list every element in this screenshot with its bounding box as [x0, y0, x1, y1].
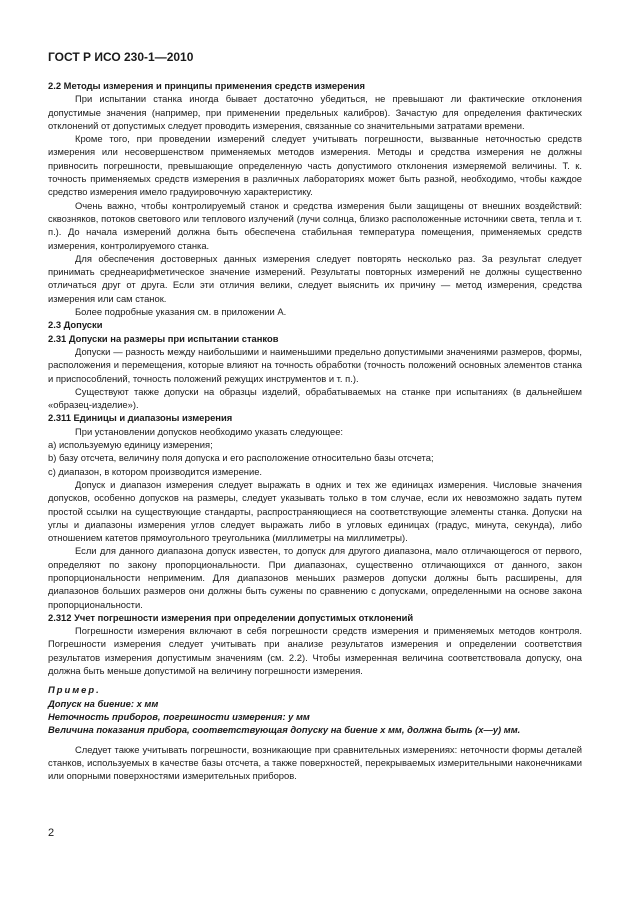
paragraph: Погрешности измерения включают в себя погрешности средств измерения и применяемых методов контроля. Погрешности измерения следует учитывать при анализе результатов измерения и определении соответствия результатов измерения допустимым значениям (см. 2.2). Чтобы измеренная величина соответствовала допуску, она должна быть меньше допустимой на величину погрешности измерения. [48, 625, 582, 677]
document-body [48, 79, 582, 782]
paragraph: Если для данного диапазона допуск известен, то допуск для другого диапазона, мало отличающегося от первого, определяют по закону пропорциональности. При диапазонах, существенно отличающихся от данного, закон пропорциональности неприменим. Для диапазонов меньших размеров допуски должны быть расширены, для диапазонов больших размеров они должны быть сужены по сравнению с допусками, определенными на основе закона пропорциональности. [48, 545, 582, 610]
paragraph: Для обеспечения достоверных данных измерения следует повторять несколько раз. За результат следует принимать среднеарифметическое значение измерений. Результаты повторных измерений не должны существенно отличаться друг от друга. Если эти отличия велики, следует выяснить их причину — метод измерения, средства измерения или сам станок. [48, 252, 582, 304]
section-heading: 2.31 Допуски на размеры при испытании станков [48, 332, 279, 344]
paragraph: При установлении допусков необходимо указать следующее: [75, 425, 344, 437]
paragraph: Допуски — разность между наибольшими и наименьшими предельно допустимыми значениями размеров, формы, расположения и перемещения, которые влияют на точность обработки (точность положений основных элементов станка и приспособлений, точность положений режущих инструментов и т. п.). [48, 345, 582, 384]
paragraph: Следует также учитывать погрешности, возникающие при сравнительных измерениях: неточности формы деталей станков, используемых в качестве базы отсчета, а также поверхностей, перекрываемых измерительными наконечниками или опорными поверхностями измерительных приборов. [48, 743, 582, 782]
paragraph: Более подробные указания см. в приложении А. [75, 306, 287, 318]
example-title: Пример. [48, 684, 101, 696]
section-heading: 2.312 Учет погрешности измерения при определении допустимых отклонений [48, 611, 414, 623]
example-line: Неточность приборов, погрешности измерения: y мм [48, 710, 310, 722]
example-line: Величина показания прибора, соответствующая допуску на биение x мм, должна быть (x—y) мм. [48, 724, 521, 736]
example-line: Допуск на биение: x мм [48, 697, 159, 709]
document-header: ГОСТ Р ИСО 230-1—2010 [48, 50, 194, 64]
section-heading: 2.2 Методы измерения и принципы применения средств измерения [48, 80, 365, 91]
list-item: c) диапазон, в котором производится измерение. [48, 465, 263, 477]
paragraph: При испытании станка иногда бывает достаточно убедиться, не превышают ли фактические отклонения допустимые значения (например, при применении предельных калибров). Зачастую для определения фактических отклонений от допустимых следует проводить измерения, связанные со значительными затратами времени. [48, 93, 582, 131]
paragraph: Очень важно, чтобы контролируемый станок и средства измерения были защищены от внешних воздействий: сквозняков, потоков светового или теплового излучений (лучи солнца, близко расположенные источники света, тепла и т. п.). До начала измерений должна быть обеспечена стабильная температура помещения, применяемых средств измерения, контролируемого станка. [48, 199, 582, 251]
list-item: а) используемую единицу измерения; [48, 439, 213, 451]
paragraph: Допуск и диапазон измерения следует выражать в одних и тех же единицах измерения. Числовые значения допусков, особенно допусков на размеры, следует указывать только в том случае, если их невозможно задать путем простой ссылки на существующие стандарты, распространяющиеся на соответствующие элементы станка. Допуски на углы и диапазоны измерения углов следует выражать либо в угловых единицах (градус, минута, секунда), либо отношением катетов прямоугольного треугольника (миллиметры на миллиметры). [48, 478, 582, 544]
paragraph: Существуют также допуски на образцы изделий, обрабатываемых на станке при испытаниях (в дальнейшем «образец-изделие»). [48, 385, 582, 411]
section-heading: 2.3 Допуски [48, 319, 103, 331]
page-number: 2 [48, 827, 55, 839]
paragraph: Кроме того, при проведении измерений следует учитывать погрешности, вызванные неточностью средств измерения или несовершенством применяемых методов измерения. Методы и средства измерения не должны привносить погрешности, превышающие определенную часть допустимого отклонения измеряемой величины. Т. к. точность применяемых средств измерения в различных лабораториях может быть разной, необходимо, чтобы каждое средство измерения имело градуировочную характеристику. [48, 133, 582, 198]
section-heading: 2.311 Единицы и диапазоны измерения [48, 412, 233, 424]
list-item: b) базу отсчета, величину поля допуска и его расположение относительно базы отсчета; [48, 452, 434, 464]
